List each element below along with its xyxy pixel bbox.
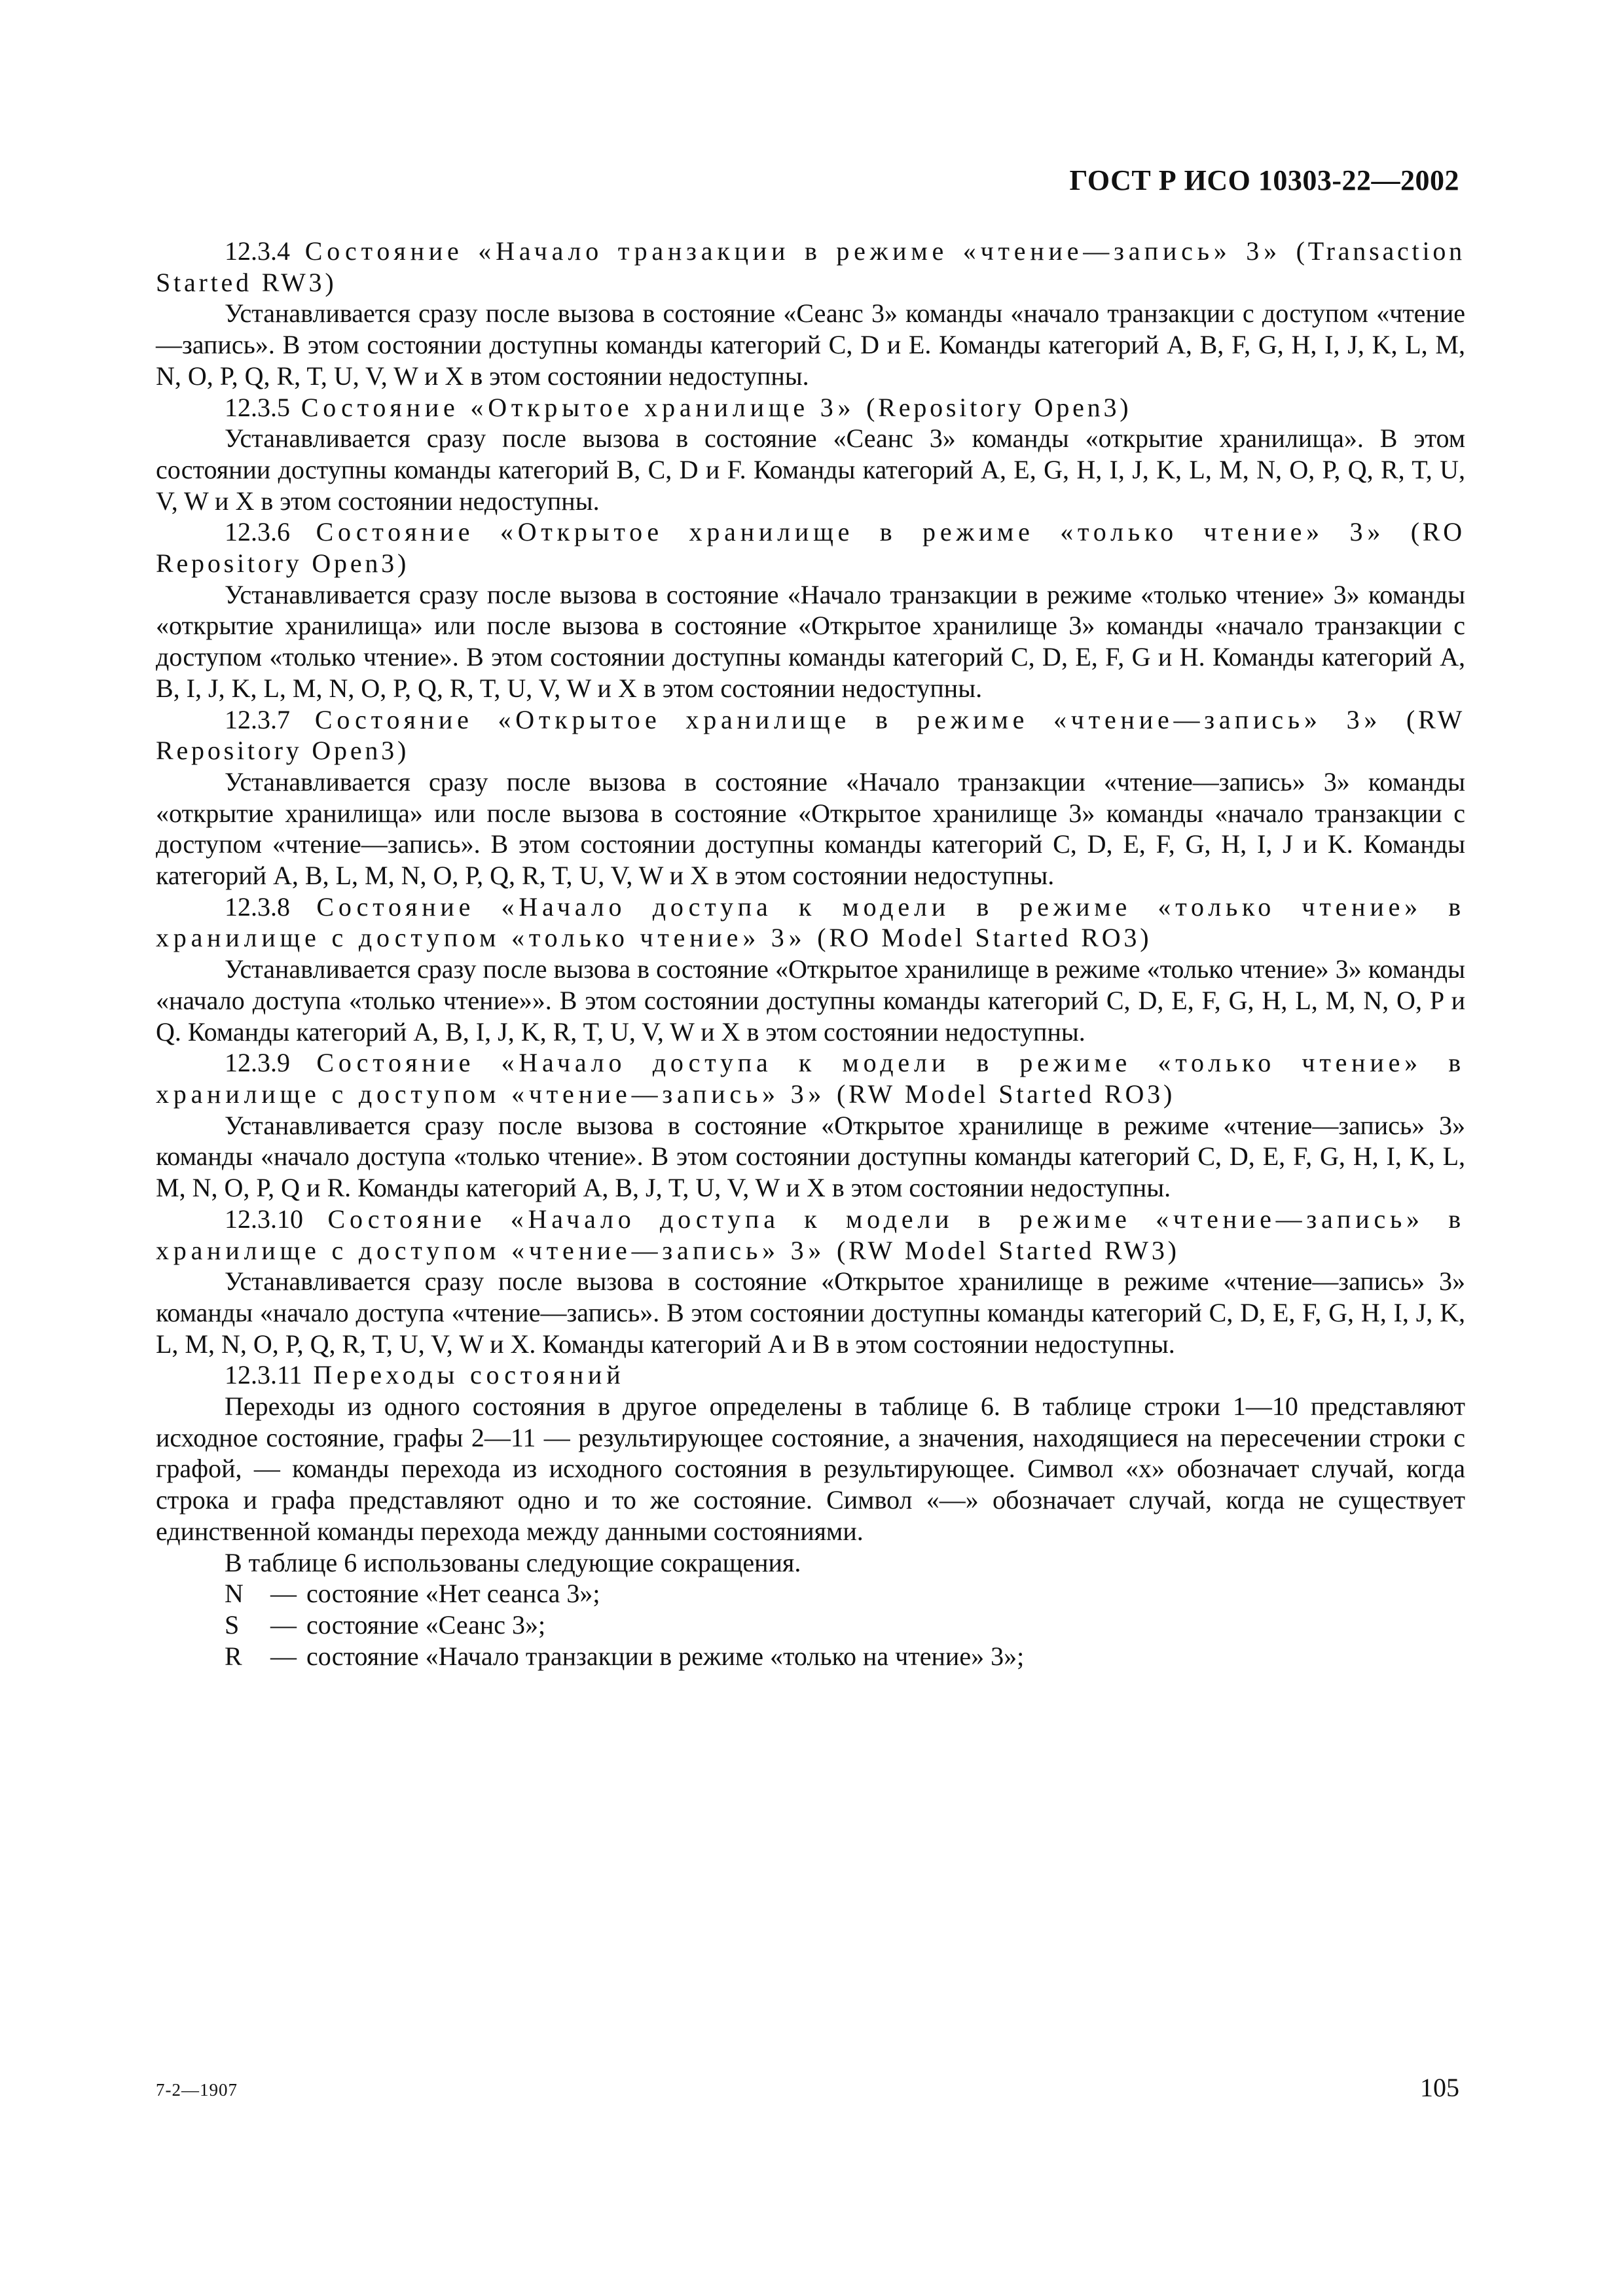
section-heading bbox=[156, 891, 1465, 954]
section-title: Состояние «Открытое хранилище в режиме «чтение—запись» 3» bbox=[314, 704, 1382, 734]
section-text: Устанавливается сразу после вызова в состояние «Начало транзакции «чтение—запись» 3» команды «открытие хранилища» или после вызова в состояние «Открытое хранилище 3» команды «начало транзакции с доступом «чтение—запись». В этом состоянии доступны команды категорий C, D, E, F, G, H, I, J и K. Команды категорий A, B, L, M, N, O, P, Q, R, T, U, V, W и X в этом состоянии недоступны. bbox=[156, 766, 1465, 891]
abbreviation-symbol: N bbox=[225, 1579, 244, 1609]
section-text: Переходы из одного состояния в другое определены в таблице 6. В таблице строки 1—10 представляют исходное состояние, графы 2—11 — результирующее состояние, а значения, находящиеся на пересечении строки с графой, — команды перехода из исходного состояния в результирующее. Символ «x» обозначает случай, когда строка и графа представляют одно и то же состояние. Символ «—» обозначает случай, когда не существует единственной команды перехода между данными состояниями. bbox=[156, 1391, 1465, 1546]
section-english-name: (RO Model Started RO3) bbox=[817, 923, 1152, 953]
section-heading bbox=[156, 236, 1465, 298]
abbreviation-description: состояние «Нет сеанса 3»; bbox=[306, 1579, 600, 1609]
abbreviation-description: состояние «Сеанс 3»; bbox=[306, 1609, 546, 1640]
section-english-name: (RW Model Started RO3) bbox=[837, 1079, 1176, 1109]
section-text: Устанавливается сразу после вызова в состояние «Открытое хранилище в режиме «чтение—запись» 3» команды «начало доступа «только чтение». В этом состоянии доступны команды категорий C, D, E, F, G, H, I, K, L, M, N, O, P, Q и R. Команды категорий A, B, J, T, U, V, W и X в этом состоянии недоступны. bbox=[156, 1110, 1465, 1203]
abbreviation-item bbox=[225, 1578, 1465, 1609]
section-number: 12.3.4 bbox=[225, 236, 290, 266]
page-number: 105 bbox=[1420, 2073, 1459, 2102]
section-english-name: (RW Repository Open3) bbox=[156, 704, 1465, 766]
section-title: Переходы состояний bbox=[313, 1360, 625, 1390]
abbreviation-symbol: S bbox=[225, 1609, 240, 1640]
abbreviation-description: состояние «Начало транзакции в режиме «только на чтение» 3»; bbox=[306, 1641, 1025, 1671]
abbreviation-dash: — bbox=[270, 1641, 297, 1671]
section-text: Устанавливается сразу после вызова в состояние «Сеанс 3» команды «начало транзакции с доступом «чтение—запись». В этом состоянии доступны команды категорий C, D и E. Команды категорий A, B, F, G, H, I, J, K, L, M, N, O, P, Q, R, T, U, V, W и X в этом состоянии недоступны. bbox=[156, 298, 1465, 391]
section-number: 12.3.7 bbox=[225, 704, 290, 734]
abbreviation-dash: — bbox=[270, 1609, 297, 1640]
section-title: Состояние «Начало транзакции в режиме «чтение—запись» 3» bbox=[304, 236, 1281, 266]
section-heading bbox=[156, 704, 1465, 766]
section-english-name: (Repository Open3) bbox=[866, 392, 1132, 422]
section-title: Состояние «Начало доступа к модели в режиме «только чтение» в хранилище с доступом «чтение—запись» 3» bbox=[156, 1048, 1465, 1109]
section-text: Устанавливается сразу после вызова в состояние «Начало транзакции в режиме «только чтение» 3» команды «открытие хранилища» или после вызова в состояние «Открытое хранилище 3» команды «начало транзакции с доступом «только чтение». В этом состоянии доступны команды категорий C, D, E, F, G и H. Команды категорий A, B, I, J, K, L, M, N, O, P, Q, R, T, U, V, W и X в этом состоянии недоступны. bbox=[156, 579, 1465, 703]
standard-header: ГОСТ Р ИСО 10303-22—2002 bbox=[1069, 164, 1459, 196]
section-text: Устанавливается сразу после вызова в состояние «Открытое хранилище в режиме «только чтение» 3» команды «начало доступа «только чтение»». В этом состоянии доступны команды категорий C, D, E, F, G, H, L, M, N, O, P и Q. Команды категорий A, B, I, J, K, R, T, U, V, W и X в этом состоянии недоступны. bbox=[156, 954, 1465, 1047]
abbreviation-item bbox=[225, 1609, 1465, 1641]
section-title: Состояние «Открытое хранилище в режиме «только чтение» 3» bbox=[316, 517, 1385, 547]
document-body bbox=[156, 236, 1465, 1672]
section-heading bbox=[156, 516, 1465, 579]
section-number: 12.3.11 bbox=[225, 1360, 302, 1390]
section-text: Устанавливается сразу после вызова в состояние «Открытое хранилище в режиме «чтение—запись» 3» команды «начало доступа «чтение—запись». В этом состоянии доступны команды категорий C, D, E, F, G, H, I, J, K, L, M, N, O, P, Q, R, T, U, V, W и X. Команды категорий A и B в этом состоянии недоступны. bbox=[156, 1266, 1465, 1359]
section-number: 12.3.8 bbox=[225, 891, 290, 922]
section-heading bbox=[156, 1204, 1465, 1266]
section-title: Состояние «Открытое хранилище 3» bbox=[301, 392, 856, 422]
section-title: Состояние «Начало доступа к модели в режиме «только чтение» в хранилище с доступом «только чтение» 3» bbox=[156, 891, 1465, 953]
section-english-name: (RW Model Started RW3) bbox=[837, 1235, 1180, 1265]
section-heading bbox=[156, 1359, 1465, 1391]
section-title: Состояние «Начало доступа к модели в режиме «чтение—запись» в хранилище с доступом «чтение—запись» 3» bbox=[156, 1204, 1465, 1265]
abbreviation-dash: — bbox=[270, 1579, 297, 1609]
abbreviations-intro: В таблице 6 использованы следующие сокращения. bbox=[225, 1547, 801, 1577]
section-number: 12.3.5 bbox=[225, 392, 290, 422]
section-english-name: (RO Repository Open3) bbox=[156, 517, 1465, 579]
section-number: 12.3.9 bbox=[225, 1048, 290, 1078]
abbreviation-symbol: R bbox=[225, 1641, 242, 1671]
print-code: 7-2—1907 bbox=[156, 2080, 238, 2100]
section-number: 12.3.6 bbox=[225, 517, 290, 547]
section-heading bbox=[156, 392, 1465, 423]
section-number: 12.3.10 bbox=[225, 1204, 303, 1234]
abbreviation-item bbox=[225, 1641, 1465, 1672]
section-english-name: (Transaction Started RW3) bbox=[156, 236, 1465, 297]
section-text: Устанавливается сразу после вызова в состояние «Сеанс 3» команды «открытие хранилища». В этом состоянии доступны команды категорий B, C, D и F. Команды категорий A, E, G, H, I, J, K, L, M, N, O, P, Q, R, T, U, V, W и X в этом состоянии недоступны. bbox=[156, 423, 1465, 516]
section-heading bbox=[156, 1047, 1465, 1109]
